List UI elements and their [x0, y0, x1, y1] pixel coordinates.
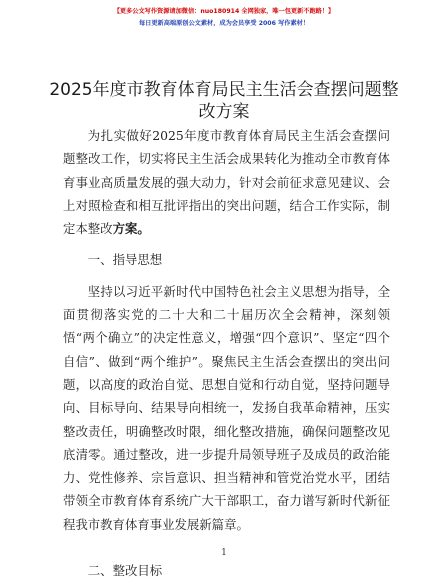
intro-text: 为扎实做好2025年度市教育体育局民主生活会查摆问题整改工作，切实将民主生活会成果转化为推动全市教育体育事业高质量发展的强大动力，针对会前征求意见建议、会上对照检查和相互批评指出的突出问题，结合工作实际，制定本整改: [63, 128, 390, 237]
page-number: 1: [221, 548, 227, 558]
document-title: 2025年度市教育体育局民主生活会查摆问题整改方案: [49, 80, 399, 122]
section1-heading: 一、指导思想: [87, 252, 163, 268]
section2-heading: 二、整改目标: [87, 563, 163, 579]
section1-paragraph: 坚持以习近平新时代中国特色社会主义思想为指导，全面贯彻落实党的二十大和二十届历次全会精神，深刻领悟“两个确立”的决定性意义，增强“四个意识”、坚定“四个自信”、做到“两个维护”。聚焦民主生活会查摆出的突出问题，以高度的政治自觉、思想自觉和行动自觉，坚持问题导向、目标导向、结果导向相统一，发扬自我革命精神，压实整改责任，明确整改时限，细化整改措施，确保问题整改见底清零。通过整改，进一步提升局领导班子及成员的政治能力、党性修养、宗旨意识、担当精神和管党治党水平，团结带领全市教育体育系统广大干部职工，奋力谱写新时代新征程我市教育体育事业发展新篇章。: [63, 283, 390, 532]
intro-bold-text: 方案。: [112, 221, 150, 237]
promo-banner-line2: 每日更新高端原创公文素材，成为会员享受 2006 写作素材！: [138, 20, 310, 27]
promo-banner-line1: 【更多公文写作资源请加微信：nuo180914 全网独家，唯一包更新不跑路！】: [113, 8, 335, 15]
intro-paragraph: [63, 124, 390, 240]
document-body: [63, 124, 390, 582]
promo-banner: [0, 6, 448, 30]
